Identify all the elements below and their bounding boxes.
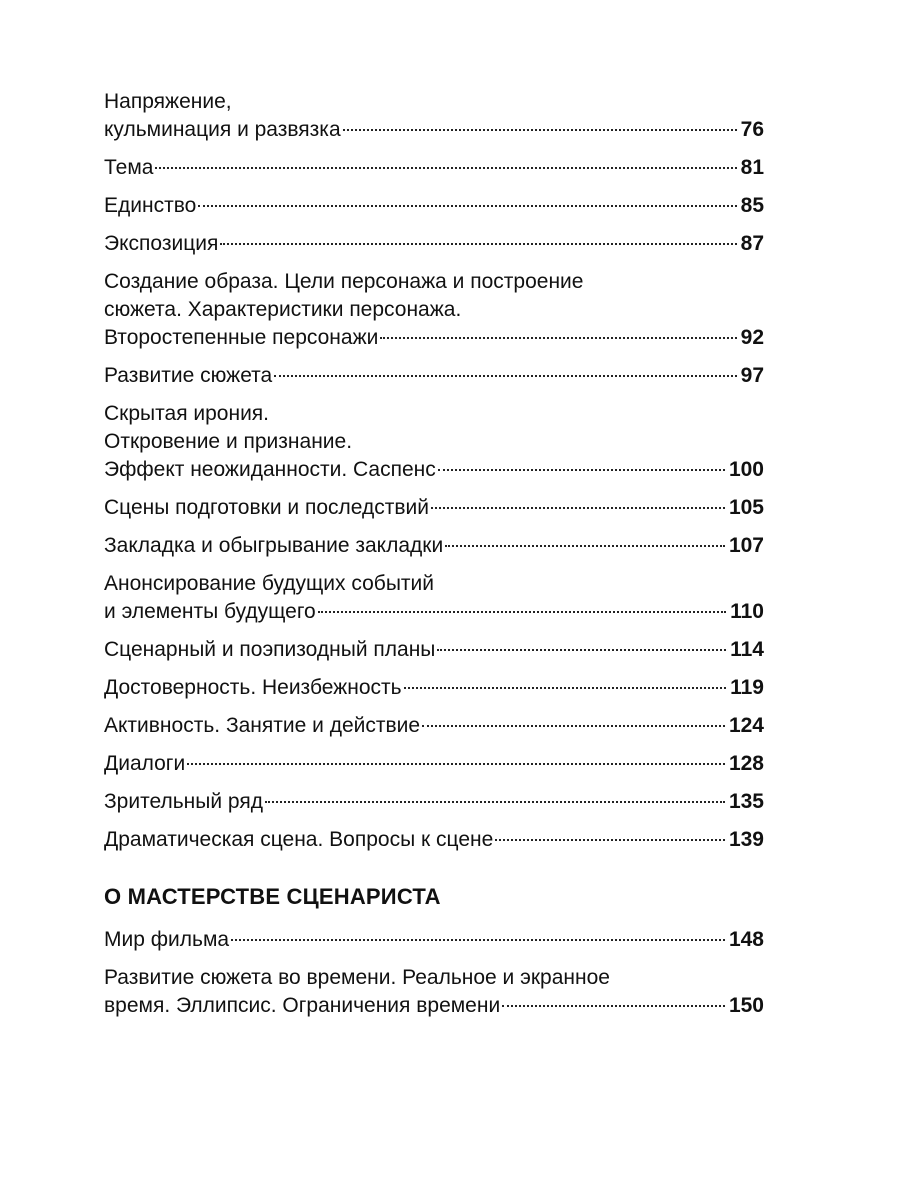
leader-dots <box>437 649 726 651</box>
leader-dots <box>438 469 725 471</box>
toc-entry[interactable] <box>104 570 764 626</box>
leader-dots <box>343 129 737 131</box>
leader-dots <box>445 545 725 547</box>
toc-entry[interactable] <box>104 712 764 740</box>
toc-entry-leader-line <box>104 992 764 1020</box>
toc-page-number: 139 <box>728 828 764 851</box>
toc-entry-leader-line <box>104 324 764 352</box>
toc-entry-line: Скрытая ирония. <box>104 402 270 425</box>
leader-dots <box>404 687 727 689</box>
toc-page-number: 114 <box>730 638 764 661</box>
toc-entry-leader-line <box>104 826 764 854</box>
toc-page-number: 92 <box>740 326 764 349</box>
toc-entry-title: Сценарный и поэпизодный планы <box>104 638 436 661</box>
toc-page-number: 124 <box>728 714 764 737</box>
toc-entry[interactable] <box>104 636 764 664</box>
toc-entry-leader-line <box>104 750 764 778</box>
toc-entry-leader-line <box>104 456 764 484</box>
toc-entry-leader-line <box>104 926 764 954</box>
leader-dots <box>495 839 725 841</box>
toc-entry-line: Создание образа. Цели персонажа и построение <box>104 270 584 293</box>
toc-entry[interactable] <box>104 400 764 484</box>
toc-entry[interactable] <box>104 268 764 352</box>
toc-entry[interactable] <box>104 154 764 182</box>
toc-page-number: 148 <box>728 928 764 951</box>
toc-entry-title: Драматическая сцена. Вопросы к сцене <box>104 828 494 851</box>
toc-group-1 <box>104 88 764 854</box>
toc-entry-title: и элементы будущего <box>104 600 316 623</box>
leader-dots <box>155 167 736 169</box>
toc-entry[interactable] <box>104 750 764 778</box>
toc-entry-leader-line <box>104 674 764 702</box>
toc-entry-title: Развитие сюжета <box>104 364 273 387</box>
toc-entry-leader-line <box>104 598 764 626</box>
toc-entry-leader-line <box>104 712 764 740</box>
toc-entry-line: Развитие сюжета во времени. Реальное и экранное <box>104 966 610 989</box>
leader-dots <box>274 375 736 377</box>
toc-page-number: 76 <box>740 118 764 141</box>
toc-entry-leader-line <box>104 230 764 258</box>
toc-entry-title: Экспозиция <box>104 232 219 255</box>
leader-dots <box>431 507 725 509</box>
toc-entry-line: Анонсирование будущих событий <box>104 572 434 595</box>
toc-entry[interactable] <box>104 362 764 390</box>
toc-entry-leader-line <box>104 116 764 144</box>
toc-entry-line: сюжета. Характеристики персонажа. <box>104 298 462 321</box>
toc-entry-title: Тема <box>104 156 154 179</box>
toc-entry-leader-line <box>104 636 764 664</box>
toc-entry[interactable] <box>104 532 764 560</box>
toc-page-number: 135 <box>728 790 764 813</box>
toc-page-number: 119 <box>730 676 764 699</box>
toc-entry[interactable] <box>104 192 764 220</box>
leader-dots <box>380 337 736 339</box>
section-title: О МАСТЕРСТВЕ СЦЕНАРИСТА <box>104 884 441 909</box>
toc-page-number: 128 <box>728 752 764 775</box>
toc-entry-leader-line <box>104 788 764 816</box>
leader-dots <box>422 725 725 727</box>
toc-entry[interactable] <box>104 964 764 1020</box>
toc-entry[interactable] <box>104 494 764 522</box>
leader-dots <box>318 611 726 613</box>
toc-entry-line: Напряжение, <box>104 90 232 113</box>
toc-page-number: 100 <box>728 458 764 481</box>
toc-page-number: 110 <box>730 600 764 623</box>
toc-entry-title: Сцены подготовки и последствий <box>104 496 429 519</box>
toc-entry[interactable] <box>104 826 764 854</box>
toc-page-number: 107 <box>728 534 764 557</box>
toc-page-number: 105 <box>728 496 764 519</box>
toc-page-number: 81 <box>740 156 764 179</box>
leader-dots <box>502 1005 725 1007</box>
toc-entry-leader-line <box>104 362 764 390</box>
toc-entry[interactable] <box>104 230 764 258</box>
leader-dots <box>231 939 725 941</box>
toc-group-2 <box>104 926 764 1020</box>
toc-entry[interactable] <box>104 788 764 816</box>
toc-entry-title: время. Эллипсис. Ограничения времени <box>104 994 501 1017</box>
toc-page-number: 85 <box>740 194 764 217</box>
toc-entry[interactable] <box>104 926 764 954</box>
toc-entry-title: Активность. Занятие и действие <box>104 714 421 737</box>
table-of-contents <box>104 88 764 1030</box>
toc-entry-title: кульминация и развязка <box>104 118 341 141</box>
toc-page-number: 97 <box>740 364 764 387</box>
toc-entry-leader-line <box>104 154 764 182</box>
leader-dots <box>187 763 725 765</box>
toc-entry-title: Мир фильма <box>104 928 230 951</box>
toc-entry[interactable] <box>104 674 764 702</box>
toc-entry-title: Достоверность. Неизбежность <box>104 676 402 699</box>
toc-entry-line: Откровение и признание. <box>104 430 353 453</box>
toc-entry[interactable] <box>104 88 764 144</box>
toc-page-number: 150 <box>728 994 764 1017</box>
leader-dots <box>265 801 725 803</box>
toc-entry-title: Эффект неожиданности. Саспенс <box>104 458 436 481</box>
toc-entry-title: Второстепенные персонажи <box>104 326 379 349</box>
toc-entry-leader-line <box>104 494 764 522</box>
toc-entry-leader-line <box>104 532 764 560</box>
leader-dots <box>198 205 736 207</box>
toc-entry-title: Закладка и обыгрывание закладки <box>104 534 444 557</box>
leader-dots <box>220 243 736 245</box>
toc-entry-leader-line <box>104 192 764 220</box>
toc-entry-title: Зрительный ряд <box>104 790 263 813</box>
toc-entry-title: Диалоги <box>104 752 186 775</box>
toc-page-number: 87 <box>740 232 764 255</box>
toc-entry-title: Единство <box>104 194 197 217</box>
